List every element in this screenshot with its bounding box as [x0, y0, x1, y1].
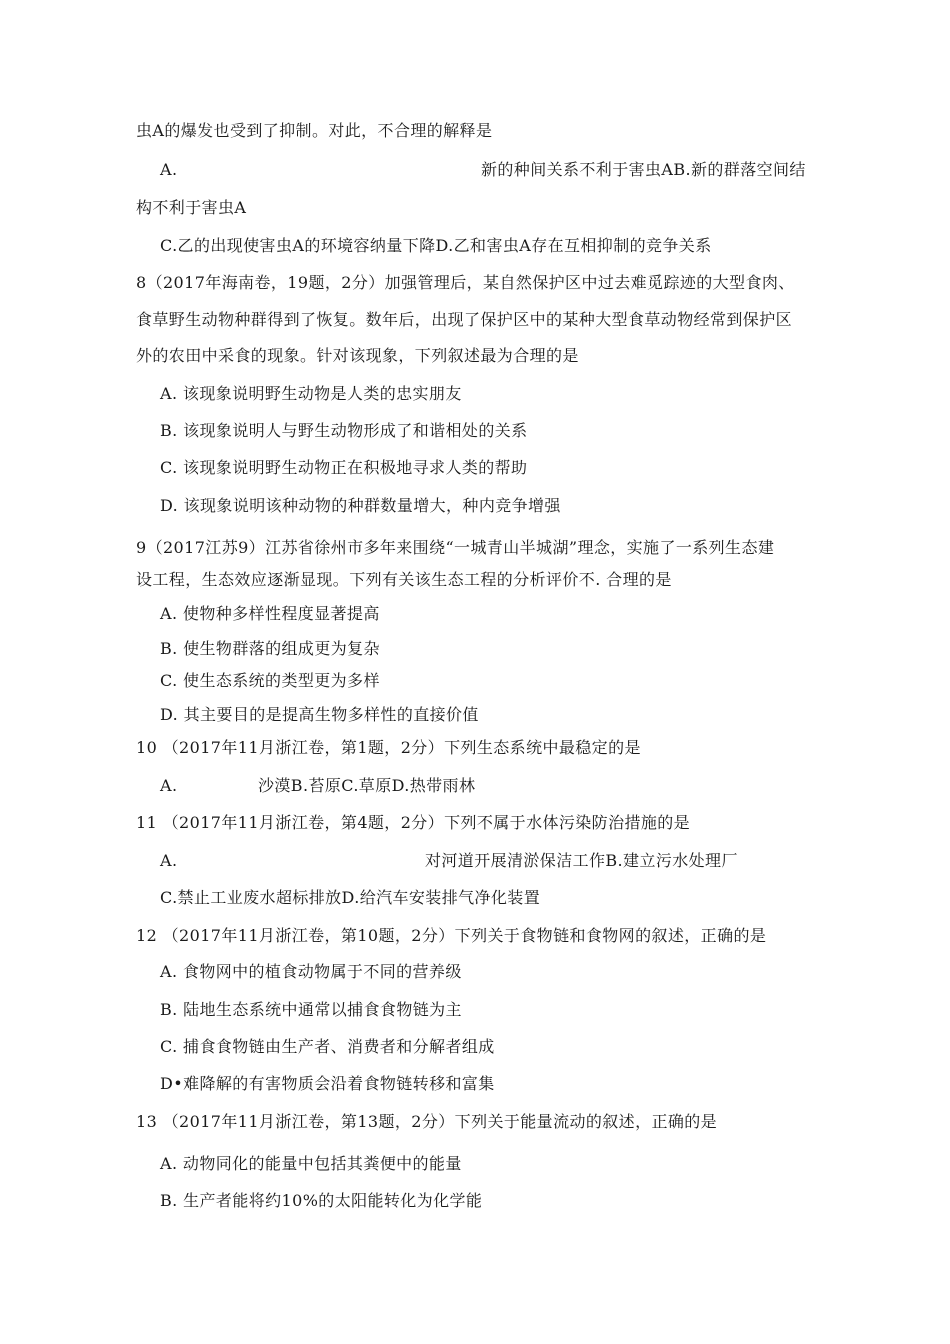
text-line: 新的种间关系不利于害虫AB.新的群落空间结	[481, 160, 806, 179]
text-line: 虫A的爆发也受到了抑制。对此，不合理的解释是	[136, 121, 493, 140]
option-label: A.	[160, 776, 178, 795]
text-line: 食草野生动物种群得到了恢复。数年后，出现了保护区中的某种大型食草动物经常到保护区	[136, 310, 793, 329]
question-13: 13 （2017年11月浙江卷，第13题，2分）下列关于能量流动的叙述，正确的是	[136, 1112, 718, 1131]
option-c: C. 捕食食物链由生产者、消费者和分解者组成	[160, 1037, 495, 1056]
option-label: A.	[160, 160, 178, 179]
question-10: 10 （2017年11月浙江卷，第1题，2分）下列生态系统中最稳定的是	[136, 738, 641, 757]
text-line: 沙漠B.苔原C.草原D.热带雨林	[258, 776, 476, 795]
text-line: 构不利于害虫A	[136, 198, 247, 217]
option-b: B. 该现象说明人与野生动物形成了和谐相处的关系	[160, 421, 528, 440]
option-b: B. 生产者能将约10%的太阳能转化为化学能	[160, 1191, 483, 1210]
option-label: A.	[160, 851, 178, 870]
question-9: 9（2017江苏9）江苏省徐州市多年来围绕“一城青山半城湖”理念，实施了一系列生态建	[136, 538, 775, 557]
text-line: 外的农田中采食的现象。针对该现象，下列叙述最为合理的是	[136, 346, 579, 365]
question-8: 8（2017年海南卷，19题，2分）加强管理后，某自然保护区中过去难觅踪迹的大型食肉、	[136, 273, 795, 292]
text-line: 对河道开展清淤保洁工作B.建立污水处理厂	[425, 851, 738, 870]
option-d: D. 其主要目的是提高生物多样性的直接价值	[160, 705, 479, 724]
option-a: A. 食物网中的植食动物属于不同的营养级	[160, 962, 462, 981]
question-12: 12 （2017年11月浙江卷，第10题，2分）下列关于食物链和食物网的叙述，正确的是	[136, 926, 767, 945]
option-a: A. 使物种多样性程度显著提高	[160, 604, 380, 623]
option-b: B. 陆地生态系统中通常以捕食食物链为主	[160, 1000, 462, 1019]
option-d: D•难降解的有害物质会沿着食物链转移和富集	[160, 1074, 495, 1093]
text-line: C.乙的出现使害虫A的环境容纳量下降D.乙和害虫A存在互相抑制的竞争关系	[160, 236, 712, 255]
option-d: D. 该现象说明该种动物的种群数量增大，种内竞争增强	[160, 496, 561, 515]
text-line: C.禁止工业废水超标排放D.给汽车安装排气净化装置	[160, 888, 541, 907]
question-11: 11 （2017年11月浙江卷，第4题，2分）下列不属于水体污染防治措施的是	[136, 813, 691, 832]
option-b: B. 使生物群落的组成更为复杂	[160, 639, 380, 658]
option-c: C. 该现象说明野生动物正在积极地寻求人类的帮助	[160, 458, 528, 477]
option-a: A. 该现象说明野生动物是人类的忠实朋友	[160, 384, 462, 403]
option-c: C. 使生态系统的类型更为多样	[160, 671, 380, 690]
text-line: 设工程，生态效应逐渐显现。下列有关该生态工程的分析评价不. 合理的是	[136, 570, 672, 589]
option-a: A. 动物同化的能量中包括其粪便中的能量	[160, 1154, 462, 1173]
